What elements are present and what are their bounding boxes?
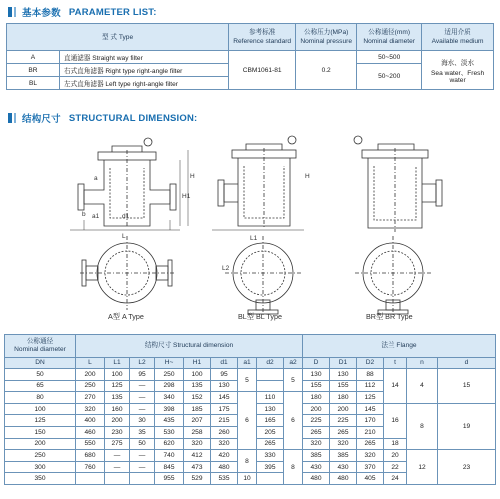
header-flange: 法兰 Flange [303, 335, 496, 358]
dim-label: d1 [122, 213, 130, 220]
table-cell: 398 [155, 403, 184, 415]
col-header: d [438, 358, 496, 369]
type-code: BR [7, 64, 60, 77]
table-cell: 50 [130, 438, 155, 450]
table-cell: 125 [105, 380, 130, 392]
table-cell: 430 [303, 461, 330, 473]
col-header: n [407, 358, 438, 369]
structural-dimension-title [8, 111, 197, 125]
table-cell [257, 369, 284, 381]
table-cell: 265 [357, 438, 384, 450]
table-cell [257, 380, 284, 392]
table-cell: 265 [330, 426, 357, 438]
table-cell: 395 [257, 461, 284, 473]
medium-value: 海水、淡水 Sea water、Fresh water [422, 51, 494, 90]
table-cell [76, 473, 105, 485]
col-header: a2 [284, 358, 303, 369]
table-cell: 200 [330, 403, 357, 415]
table-cell: 16 [384, 403, 407, 438]
filter-drawings [0, 128, 500, 328]
table-cell: 230 [105, 426, 130, 438]
bl-type-elevation [212, 136, 304, 230]
table-cell: 340 [155, 392, 184, 404]
table-cell: 4 [407, 369, 438, 404]
table-cell: 270 [76, 392, 105, 404]
title-marker-icon [14, 7, 16, 17]
header-medium: 适用介质 Available medium [422, 24, 494, 51]
table-cell: 550 [76, 438, 105, 450]
table-cell: 185 [184, 403, 211, 415]
table-cell: 8 [238, 450, 257, 473]
diameter-value: 50~200 [357, 64, 422, 90]
table-cell: 740 [155, 450, 184, 462]
table-cell: 15 [438, 369, 496, 404]
br-type-plan [355, 236, 431, 316]
type-code: BL [7, 77, 60, 90]
br-type-elevation [354, 136, 442, 232]
dim-label: H1 [182, 193, 191, 200]
table-cell: 180 [330, 392, 357, 404]
table-cell: 23 [438, 450, 496, 485]
table-cell: 207 [184, 415, 211, 427]
table-cell: 435 [155, 415, 184, 427]
table-cell: 100 [105, 369, 130, 381]
table-cell: 215 [211, 415, 238, 427]
table-cell: 200 [76, 369, 105, 381]
dim-label: L2 [222, 265, 230, 272]
col-header: H1 [184, 358, 211, 369]
table-cell: — [130, 403, 155, 415]
title-cn: 结构尺寸 [22, 114, 61, 125]
table-cell: — [130, 450, 155, 462]
table-cell: 250 [76, 380, 105, 392]
type-desc: 右式直角滤器 Right type right-angle filter [60, 64, 229, 77]
table-cell: 125 [357, 392, 384, 404]
title-marker-icon [8, 113, 12, 123]
parameter-table [6, 23, 494, 90]
table-cell: 250 [5, 450, 76, 462]
table-cell: 130 [330, 369, 357, 381]
title-en: PARAMETER LIST: [68, 6, 157, 18]
table-cell: 320 [211, 438, 238, 450]
col-header: L [76, 358, 105, 369]
dim-label: L [122, 233, 126, 240]
table-cell: 80 [5, 392, 76, 404]
table-cell: 320 [357, 450, 384, 462]
table-cell: 350 [5, 473, 76, 485]
table-cell: 95 [130, 369, 155, 381]
table-cell: — [105, 461, 130, 473]
table-cell [105, 473, 130, 485]
col-header: d1 [211, 358, 238, 369]
table-cell: 130 [303, 369, 330, 381]
col-header: D1 [330, 358, 357, 369]
dim-label: H [305, 173, 310, 180]
dimension-table [4, 334, 496, 485]
table-cell: 8 [407, 403, 438, 449]
col-header: D [303, 358, 330, 369]
table-cell: 130 [211, 380, 238, 392]
table-cell: 200 [303, 403, 330, 415]
dim-label: L1 [250, 235, 258, 242]
title-marker-icon [14, 113, 16, 123]
table-cell: 6 [238, 392, 257, 450]
table-cell: 125 [5, 415, 76, 427]
table-cell: 12 [407, 450, 438, 485]
table-cell: 5 [238, 369, 257, 392]
table-cell: 370 [357, 461, 384, 473]
table-cell: — [130, 461, 155, 473]
table-cell: 265 [303, 426, 330, 438]
table-cell: 130 [257, 403, 284, 415]
dim-label: a [94, 175, 98, 182]
table-cell: 165 [257, 415, 284, 427]
table-cell: 400 [76, 415, 105, 427]
table-cell: 412 [184, 450, 211, 462]
table-cell: 175 [211, 403, 238, 415]
table-cell: — [130, 380, 155, 392]
table-cell: 680 [76, 450, 105, 462]
bl-type-plan [225, 236, 301, 316]
dimension-table-body [5, 369, 496, 485]
table-cell: 160 [105, 403, 130, 415]
caption-bl-type: BL型 BL Type [238, 312, 282, 321]
table-cell: 535 [211, 473, 238, 485]
table-cell: 65 [5, 380, 76, 392]
header-type: 型 式 Type [7, 24, 229, 51]
table-cell [130, 473, 155, 485]
table-cell: 155 [303, 380, 330, 392]
col-header: H~ [155, 358, 184, 369]
table-cell: 460 [76, 426, 105, 438]
type-code: A [7, 51, 60, 64]
col-header: D2 [357, 358, 384, 369]
col-header: d2 [257, 358, 284, 369]
table-cell: 480 [211, 461, 238, 473]
table-cell: 50 [5, 369, 76, 381]
a-type-plan [80, 236, 174, 310]
table-cell: 260 [211, 426, 238, 438]
table-cell: 430 [330, 461, 357, 473]
table-cell: 155 [330, 380, 357, 392]
caption-br-type: BR型 BR Type [366, 312, 413, 321]
table-cell: 225 [303, 415, 330, 427]
type-desc: 直通滤器 Straight way filter [60, 51, 229, 64]
table-cell: 5 [284, 369, 303, 392]
table-cell: 760 [76, 461, 105, 473]
title-marker-icon [8, 7, 12, 17]
table-cell: 145 [211, 392, 238, 404]
table-cell: 19 [438, 403, 496, 449]
title-cn: 基本参数 [22, 8, 61, 19]
col-header: t [384, 358, 407, 369]
table-cell: 225 [330, 415, 357, 427]
table-cell: 320 [303, 438, 330, 450]
table-cell: 480 [330, 473, 357, 485]
table-cell: 620 [155, 438, 184, 450]
table-cell: 320 [330, 438, 357, 450]
table-cell: 14 [384, 369, 407, 404]
pressure-value: 0.2 [296, 51, 357, 90]
table-cell: 265 [257, 438, 284, 450]
parameter-list-title [8, 5, 157, 19]
header-diameter: 公称通径(mm) Nominal diameter [357, 24, 422, 51]
table-cell: 6 [284, 392, 303, 450]
col-header: L1 [105, 358, 130, 369]
table-cell: 135 [105, 392, 130, 404]
table-cell: 100 [5, 403, 76, 415]
table-cell: 480 [303, 473, 330, 485]
header-standard: 参考标准 Reference standard [229, 24, 296, 51]
table-row [5, 450, 496, 462]
table-cell: 88 [357, 369, 384, 381]
table-cell: 300 [5, 461, 76, 473]
header-pressure: 公称压力(MPa) Nominal pressure [296, 24, 357, 51]
table-cell: 258 [184, 426, 211, 438]
table-cell: 110 [257, 392, 284, 404]
table-cell: — [105, 450, 130, 462]
table-cell: 35 [130, 426, 155, 438]
table-cell: 20 [384, 450, 407, 462]
table-cell: 145 [357, 403, 384, 415]
table-cell: 205 [257, 426, 284, 438]
table-cell: 529 [184, 473, 211, 485]
header-nominal-diameter: 公称通径 Nominal diameter [5, 335, 76, 358]
table-cell: 330 [257, 450, 284, 462]
table-cell: 385 [330, 450, 357, 462]
col-header: DN [5, 358, 76, 369]
table-cell: 320 [76, 403, 105, 415]
table-cell: 170 [357, 415, 384, 427]
table-cell: 298 [155, 380, 184, 392]
table-cell: 530 [155, 426, 184, 438]
table-cell [257, 473, 284, 485]
table-cell: 210 [357, 426, 384, 438]
table-cell: 180 [303, 392, 330, 404]
header-structural: 结构尺寸 Structural dimension [76, 335, 303, 358]
table-cell: 845 [155, 461, 184, 473]
col-header: a1 [238, 358, 257, 369]
title-en: STRUCTURAL DIMENSION: [68, 112, 198, 124]
table-cell: 135 [184, 380, 211, 392]
table-cell: 95 [211, 369, 238, 381]
table-cell: 250 [155, 369, 184, 381]
table-cell: 30 [130, 415, 155, 427]
dim-label: H [190, 173, 195, 180]
diameter-value: 50~500 [357, 51, 422, 64]
dim-label: b [82, 211, 86, 218]
table-cell: 420 [211, 450, 238, 462]
table-cell: 100 [184, 369, 211, 381]
table-cell: 200 [5, 438, 76, 450]
table-cell: 473 [184, 461, 211, 473]
table-cell: 320 [184, 438, 211, 450]
table-cell: — [130, 392, 155, 404]
table-cell: 200 [105, 415, 130, 427]
table-cell: 24 [384, 473, 407, 485]
table-cell: 405 [357, 473, 384, 485]
table-cell: 22 [384, 461, 407, 473]
dim-label: a1 [92, 213, 100, 220]
standard-value: CBM1061-81 [229, 51, 296, 90]
table-cell: 10 [238, 473, 257, 485]
type-desc: 左式直角滤器 Left type right-angle filter [60, 77, 229, 90]
table-cell: 150 [5, 426, 76, 438]
table-cell: 152 [184, 392, 211, 404]
table-row [5, 369, 496, 381]
caption-a-type: A型 A Type [108, 312, 144, 321]
table-cell: 112 [357, 380, 384, 392]
col-header: L2 [130, 358, 155, 369]
table-cell: 275 [105, 438, 130, 450]
table-cell: 385 [303, 450, 330, 462]
table-cell: 18 [384, 438, 407, 450]
table-cell: 955 [155, 473, 184, 485]
table-cell: 8 [284, 450, 303, 485]
